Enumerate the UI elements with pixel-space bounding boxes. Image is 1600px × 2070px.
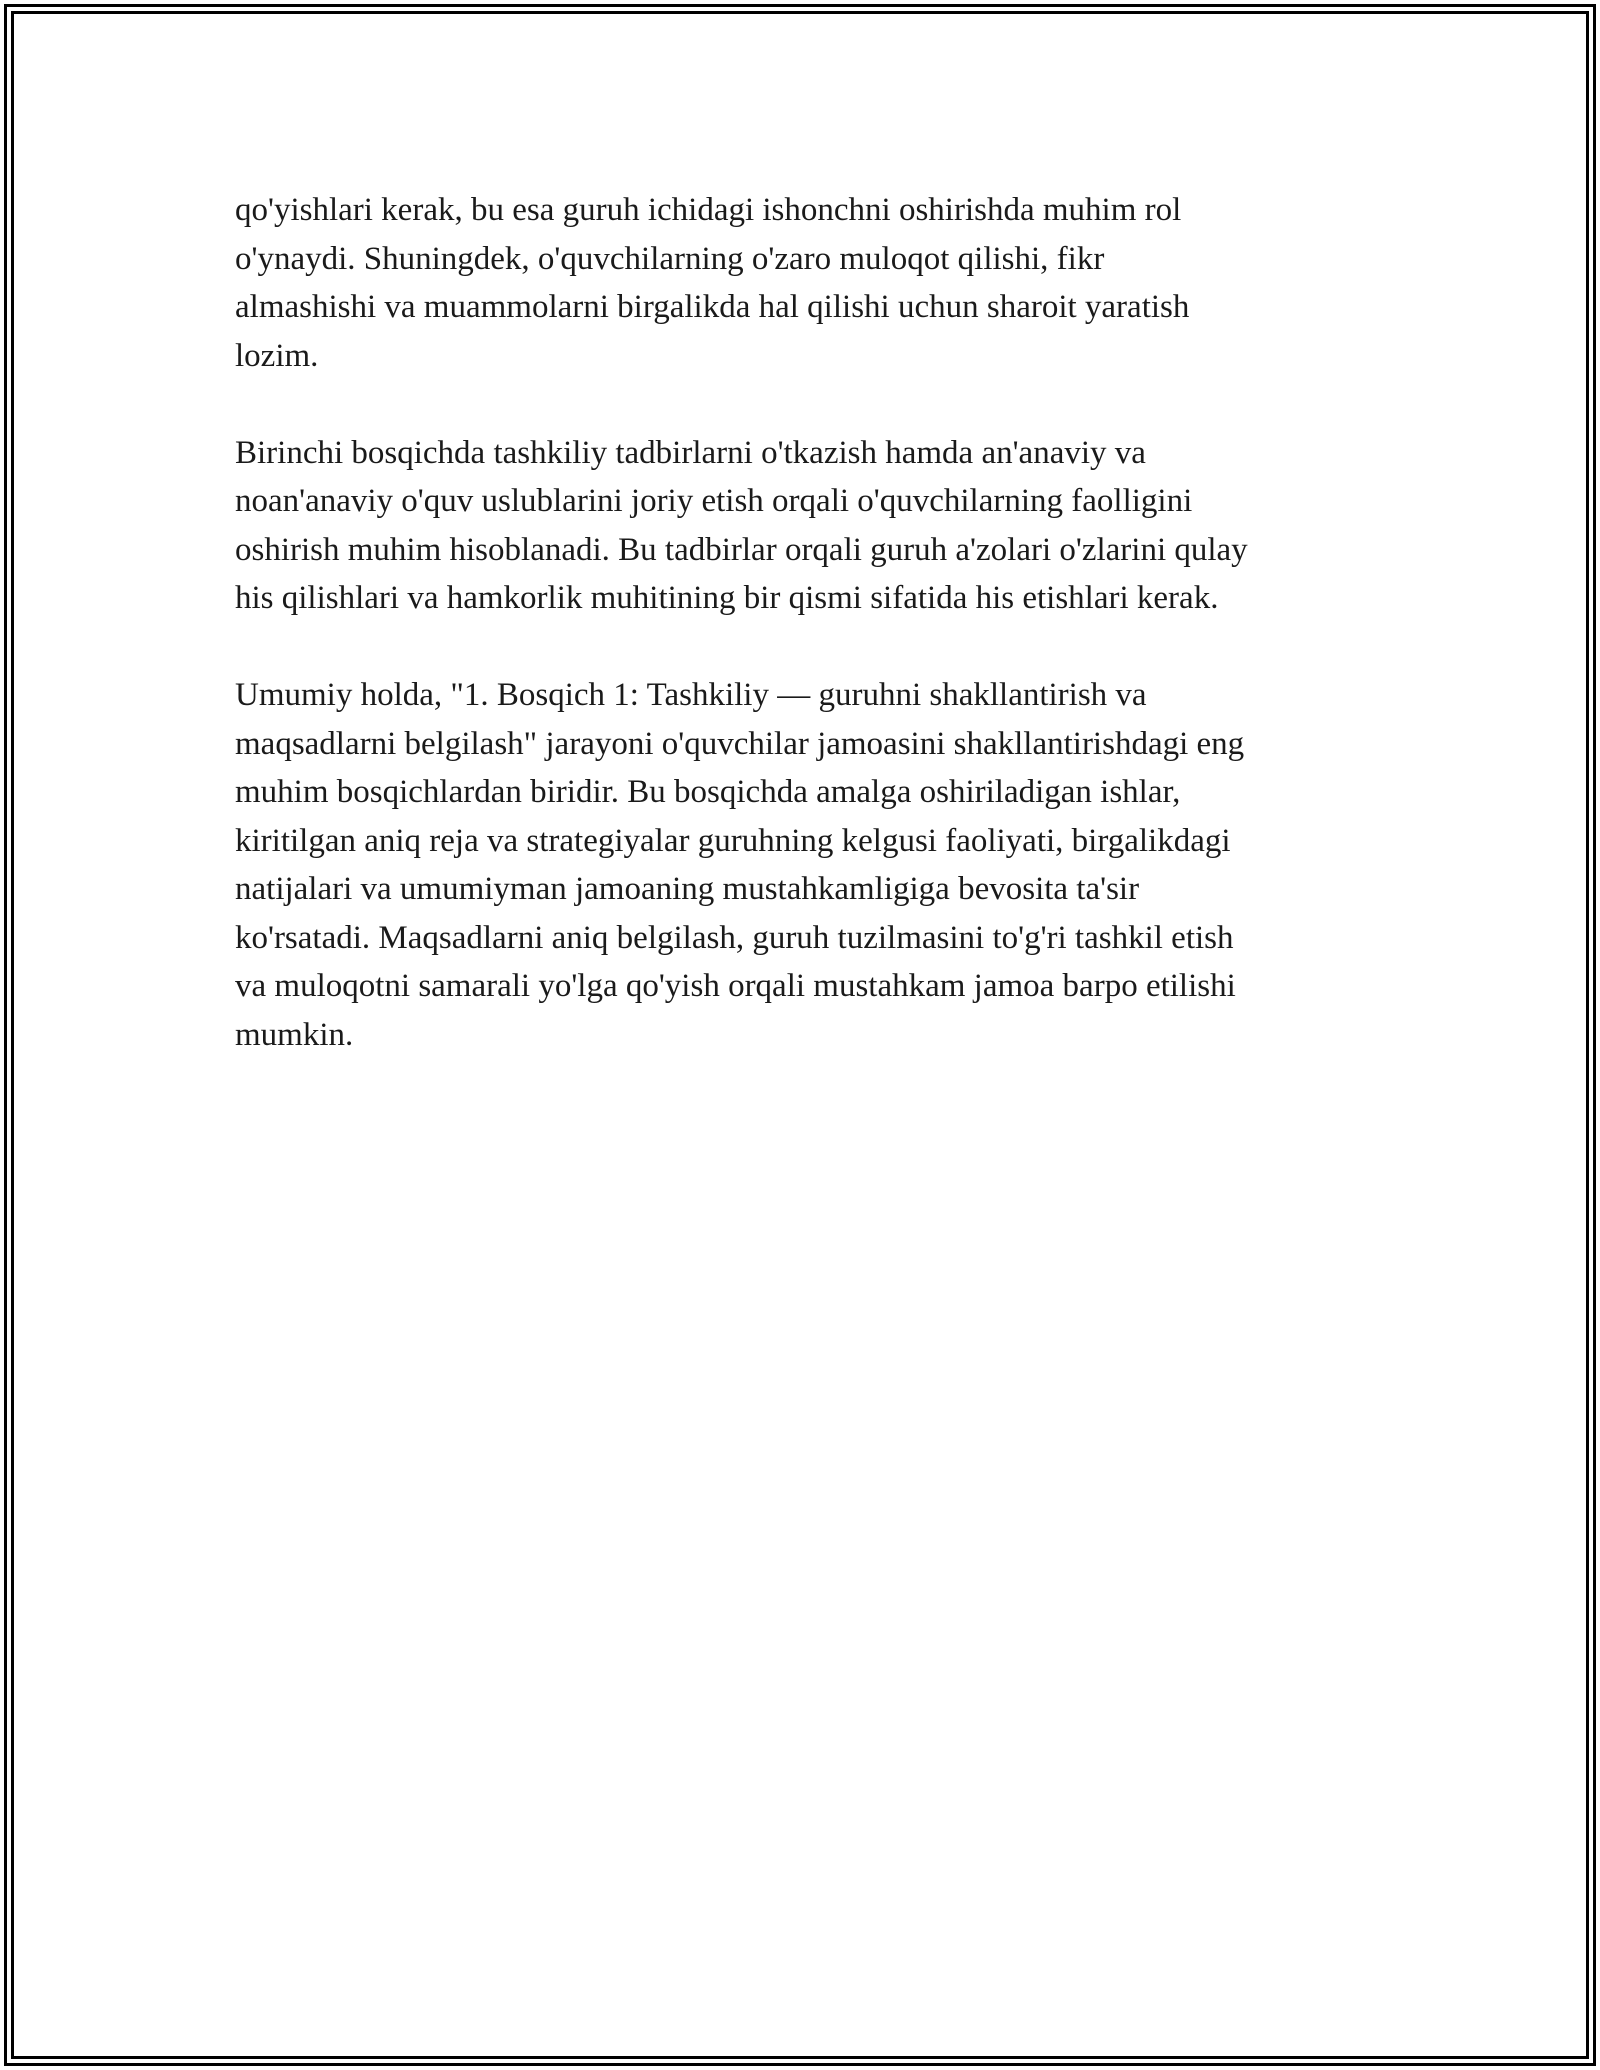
- paragraph-2: Birinchi bosqichda tashkiliy tadbirlarni o'tkazish hamda an'anaviy va noan'anaviy o'quv uslublarini joriy etish orqali o'quvchilarning faolligini oshirish muhim hisoblanadi. Bu tadbirlar orqali guruh a'zolari o'zlarini qulay his qilishlari va hamkorlik muhitining bir qismi sifatida his etishlari kerak.: [235, 434, 1248, 616]
- paragraph-1: qo'yishlari kerak, bu esa guruh ichidagi ishonchni oshirishda muhim rol o'ynaydi. Shuningdek, o'quvchilarning o'zaro muloqot qilishi, fikr almashishi va muammolarni birgalikda hal qilishi uchun sharoit yaratish lozim.: [235, 192, 1190, 374]
- paragraph-3: Umumiy holda, "1. Bosqich 1: Tashkiliy — guruhni shakllantirish va maqsadlarni belgilash" jarayoni o'quvchilar jamoasini shakllantirishdagi eng muhim bosqichlardan biridir. Bu bosqichda amalga oshiriladigan ishlar, kiritilgan aniq reja va strategiyalar guruhning kelgusi faoliyati, birgalikdagi natijalari va umumiyman jamoaning mustahkamligiga bevosita ta'sir ko'rsatadi. Maqsadlarni aniq belgilash, guruh tuzilmasini to'g'ri tashkil etish va muloqotni samarali yo'lga qo'yish orqali mustahkam jamoa barpo etilishi mumkin.: [235, 677, 1245, 1053]
- document-body: [235, 186, 1365, 1108]
